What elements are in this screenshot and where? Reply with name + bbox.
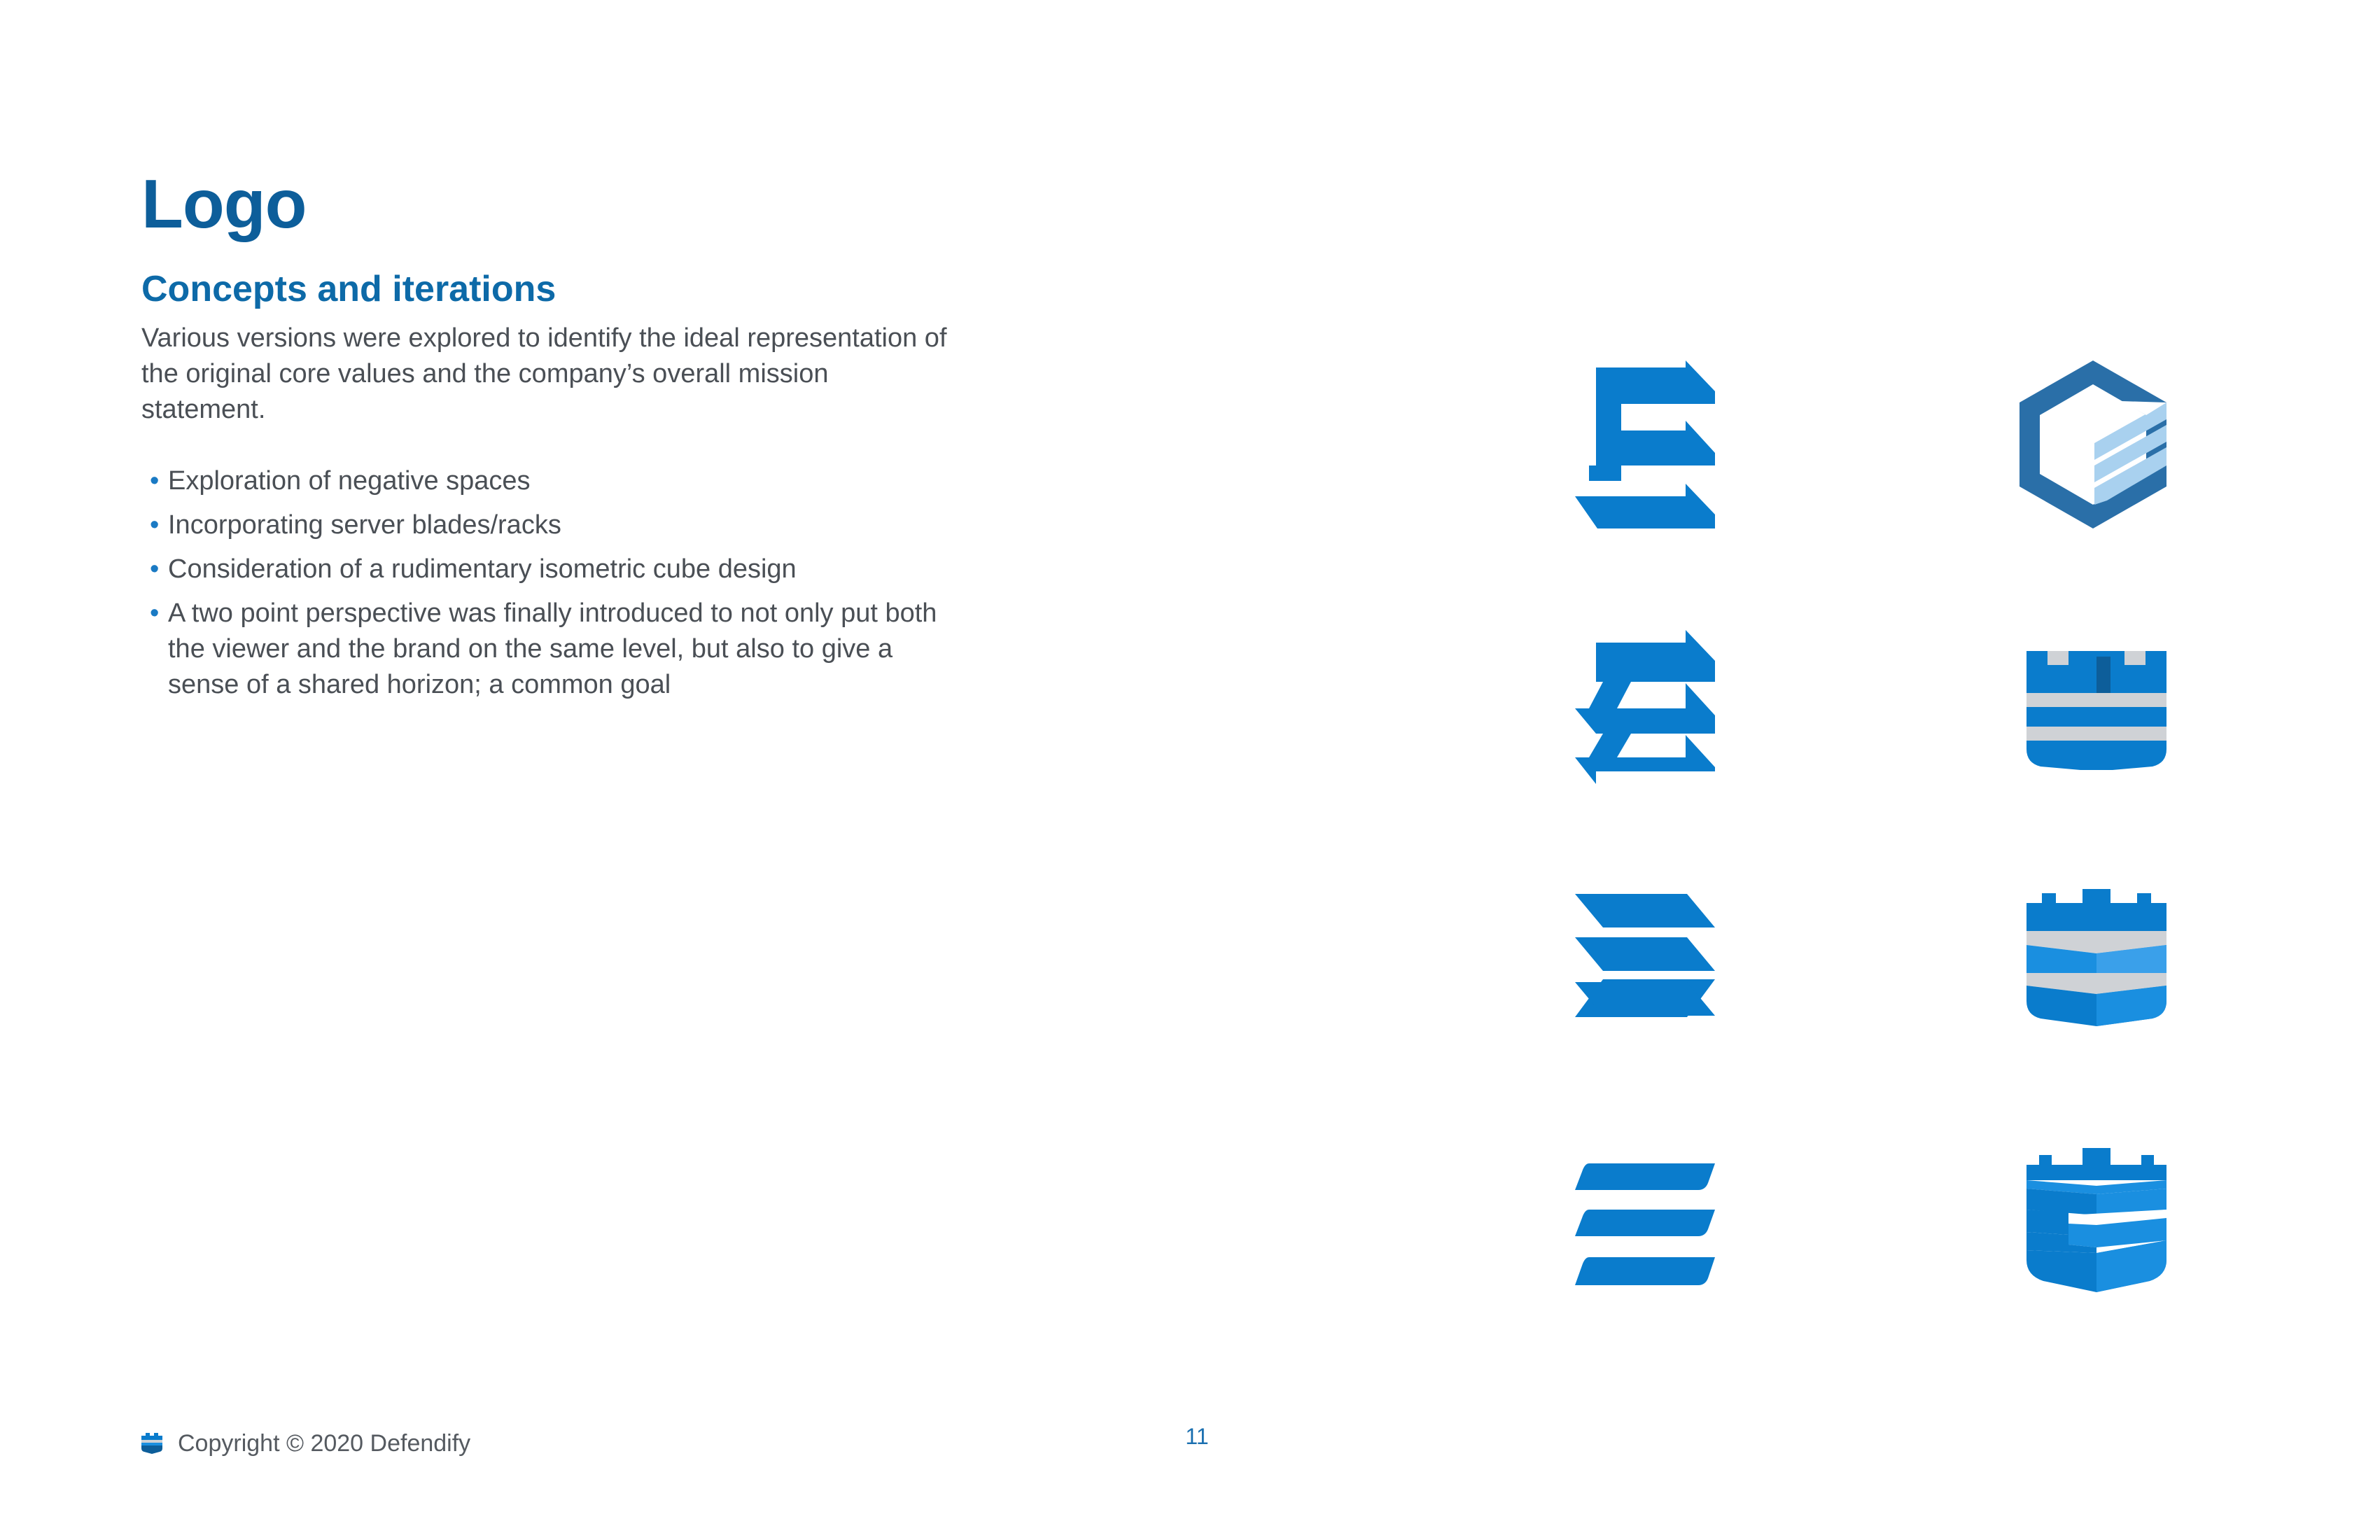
curved-blades-logo-concept [1575, 1162, 1715, 1288]
page-title: Logo [141, 165, 307, 242]
intro-paragraph: Various versions were explored to identify the ideal representation of the original core values and the company’s overall mission statement. [141, 323, 947, 424]
list-item [147, 507, 959, 543]
bullet-text: A two point perspective was finally introduced to not only put both the viewer and the brand on the same level, but also to give a sense of a shared horizon; a common goal [168, 598, 937, 699]
bullet-list [147, 463, 959, 711]
parallelogram-stack-logo-concept [1575, 892, 1715, 1018]
arrow-blades-double-logo-concept [1575, 630, 1715, 784]
footer [140, 1428, 470, 1459]
castle-shield-striped-logo-concept [2026, 644, 2166, 770]
defendify-logo-icon [140, 1430, 164, 1457]
list-item [147, 596, 959, 703]
list-item [147, 552, 959, 587]
hexagon-cube-logo-concept [2016, 360, 2170, 528]
bullet-text: Incorporating server blades/racks [168, 510, 561, 540]
bullet-glyph: • [150, 598, 160, 628]
page-number: 11 [1185, 1424, 1209, 1449]
bullet-glyph: • [150, 510, 160, 540]
castle-shield-layered-logo-concept [2026, 889, 2166, 1029]
castle-shield-final-logo-concept [2026, 1148, 2166, 1295]
list-item [147, 463, 959, 499]
bullet-text: Exploration of negative spaces [168, 466, 531, 496]
bullet-text: Consideration of a rudimentary isometric cube design [168, 554, 797, 584]
copyright-text: Copyright © 2020 Defendify [178, 1429, 471, 1457]
bullet-glyph: • [150, 554, 160, 584]
section-subtitle: Concepts and iterations [141, 269, 556, 309]
bullet-glyph: • [150, 466, 160, 496]
arrow-blades-logo-concept [1575, 360, 1715, 528]
